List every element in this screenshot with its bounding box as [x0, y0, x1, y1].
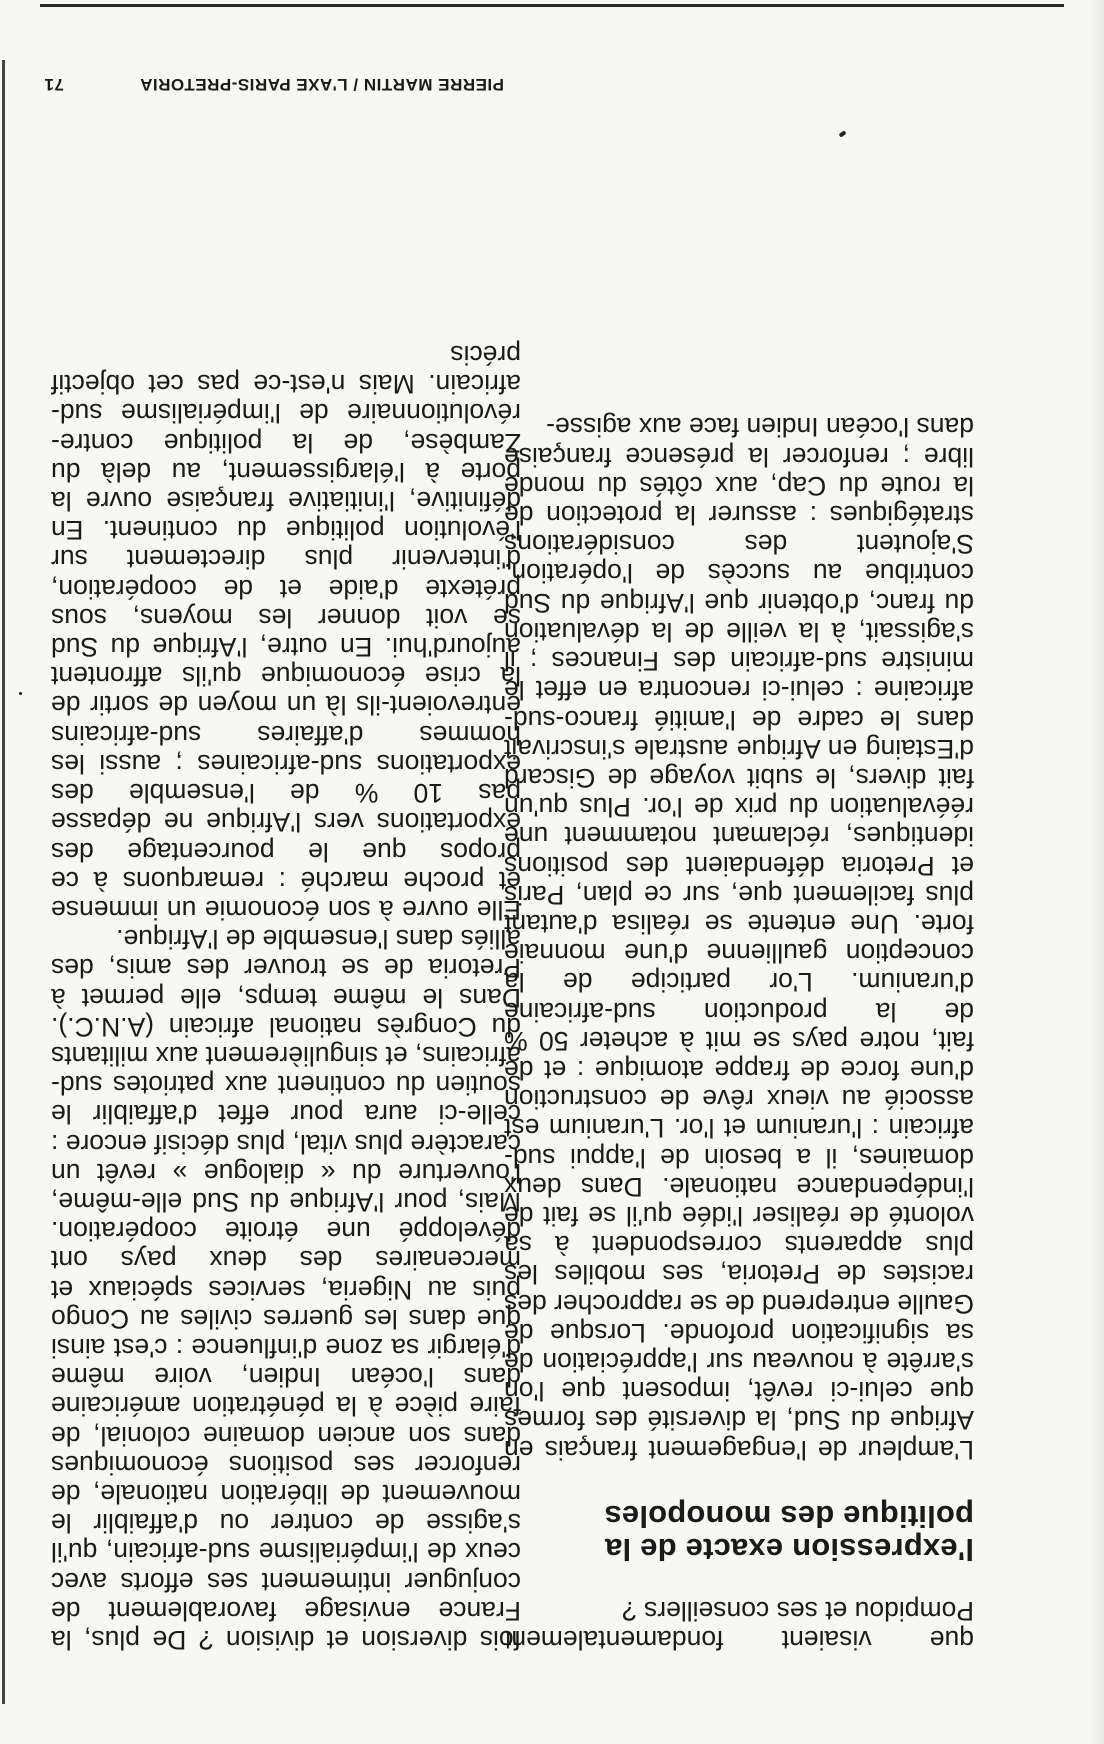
page-edge-shadow: [1088, 0, 1104, 1744]
running-head-text: [140, 74, 504, 94]
paragraph: L'ampleur de l'engagement français en Afrique du Sud, la diversité des formes que celui-ci revêt, imposent que l'on s'arrête à nouveau sur l'appréciation de sa signification profonde. Lorsque de Gaulle entreprend de se rapprocher des racistes de Pretoria, ses mobiles les plus apparents correspondent à sa volonté de réaliser l'idée qu'il se fait de l'indépendance nationale. Dans deux domaines, il a besoin de l'appui sud-africain : l'uranium et l'or. L'uranium est associé au vieux rêve de construction d'une force de frappe atomique : et de fait, notre pays se mit à acheter 50 % de la production sud-africaine d'uranium. L'or participe de la conception gaullienne d'une monnaie forte. Une entente se réalisa d'autant plus facilement que, sur ce plan, Paris et Pretoria défendaient des positions identiques, réclamant notamment une réévaluation du prix de l'or. Plus qu'un fait divers, le subit voyage de Giscard d'Estaing en Afrique australe s'inscrivait dans le cadre de l'amitié franco-sud-africaine : celui-ci rencontra en effet le ministre sud-africain des Finances ; il s'agissait, à la veille de la dévaluation du franc, d'obtenir que l'Afrique du Sud contribue au succès de l'opération. S'ajoutent des considérations stratégiques : assurer la protection de la route du Cap, aux côtés du monde libre ; renforcer la présence française dans l'océan Indien face aux agisse-: [504, 412, 974, 1465]
text-column-left: [504, 412, 974, 1654]
page-number: 71: [44, 75, 64, 94]
scan-border-line: [40, 4, 1064, 7]
article-title: L'AXE PARIS-PRETORIA: [139, 75, 348, 94]
ink-speck: [18, 691, 22, 695]
section-heading: l'expression exacte de la politique des monopoles: [604, 1498, 974, 1567]
paragraph: Elle ouvre à son économie un immense et proche marché : remarquons à ce propos que le pourcentage des exportations vers l'Afrique ne dépasse pas 10 % de l'ensemble des exportations sud-africaines ; aussi les hommes d'affaires sud-africains entrevoient-ils là un moyen de sortir de la crise économique qu'ils affrontent aujourd'hui. En outre, l'Afrique du Sud se voit donner les moyens, sous prétexte d'aide et de coopération, d'intervenir plus directement sur l'évolution politique du continent. En définitive, l'initiative française ouvre la porte à l'élargissement, au delà du Zambèse, de la politique contre-révolutionnaire de l'impérialisme sud-africain. Mais n'est-ce pas cet objectif précis: [51, 340, 521, 925]
separator: /: [352, 75, 359, 94]
ink-speck: [838, 130, 846, 137]
author-name: PIERRE MARTIN: [363, 75, 504, 94]
page-border-line: [2, 60, 5, 1704]
paragraph: que visaient fondamentalement Pompidou et ses conseillers ?: [504, 1595, 974, 1655]
paragraph: fois diversion et division ? De plus, la France envisage favorablement de conjuguer intimement ses efforts avec ceux de l'impérialisme sud-africain, qu'il s'agisse de contrer ou d'affaiblir le mouvement de libération nationale, de renforcer ses positions économiques dans son ancien domaine colonial, de faire pièce à la pénétration américaine dans l'océan Indien, voire même d'élargir sa zone d'influence : c'est ainsi que dans les guerres civiles au Congo puis au Nigeria, services spéciaux et mercenaires des deux pays ont développé une étroite coopération. Mais, pour l'Afrique du Sud elle-même, l'ouverture du « dialogue » revêt un caractère plus vital, plus décisif encore : celle-ci aura pour effet d'affaiblir le soutien du continent aux patriotes sud-africains, et singulièrement aux militants du Congrès national africain (A.N.C.). Dans le même temps, elle permet à Pretoria de se trouver des amis, des alliés dans l'ensemble de l'Afrique.: [51, 924, 521, 1655]
text-column-right: [51, 340, 521, 1654]
running-head: [44, 74, 504, 94]
